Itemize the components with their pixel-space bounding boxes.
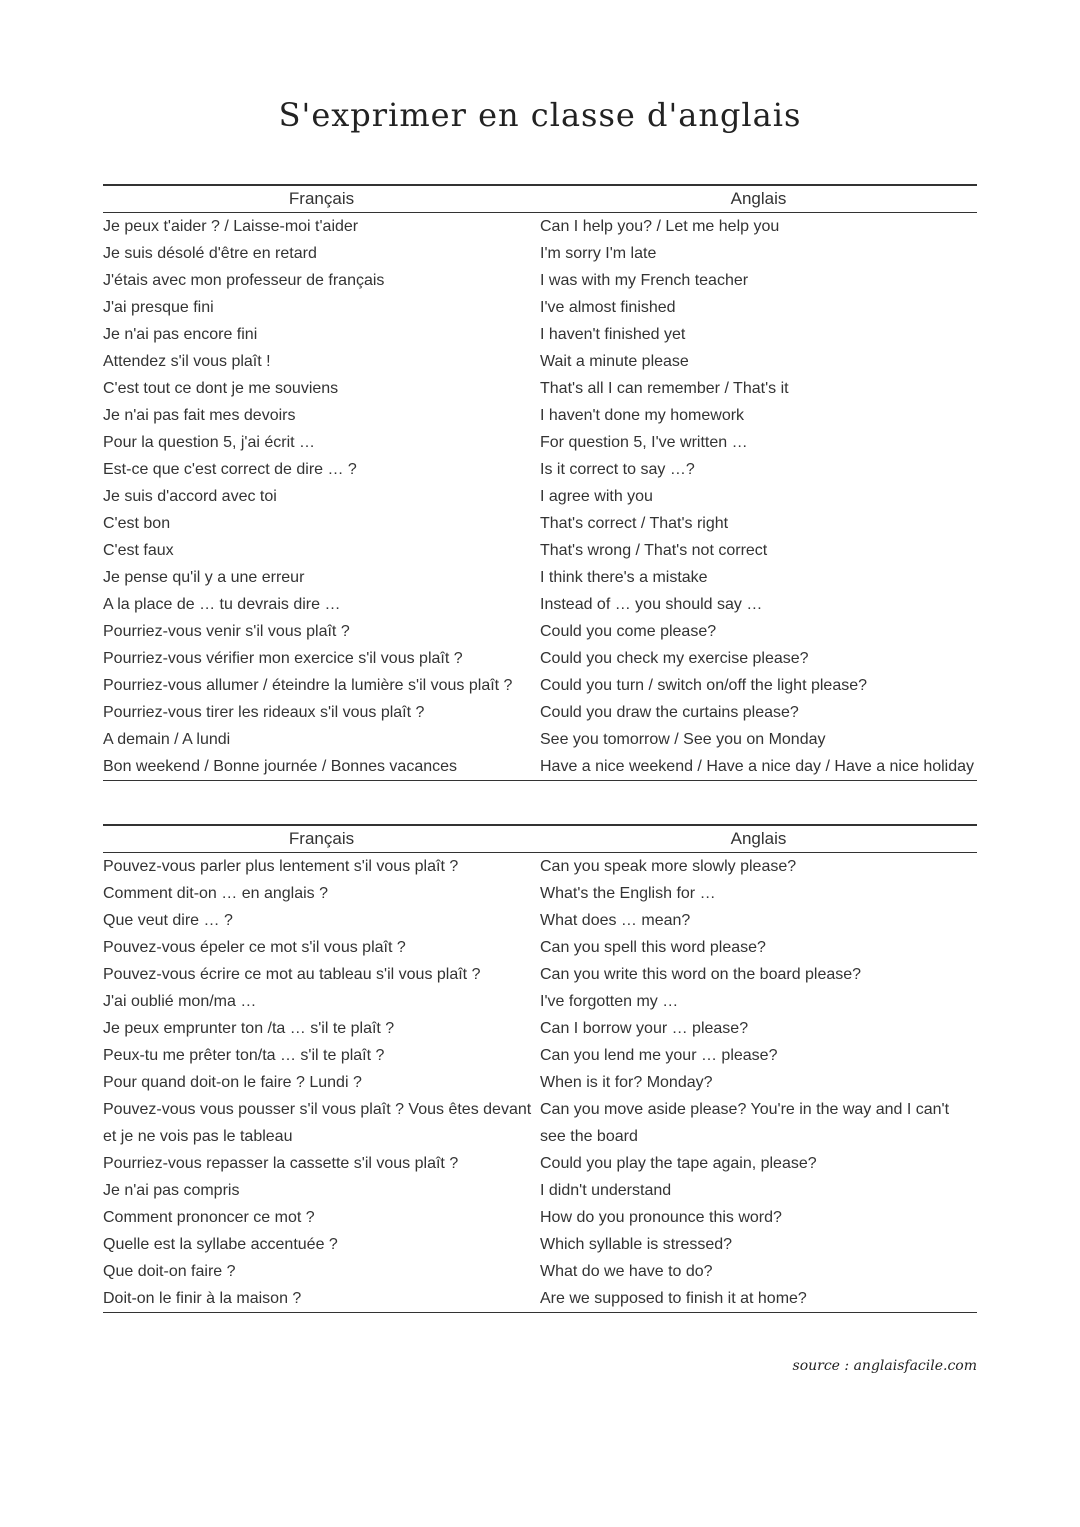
french-phrase: Je suis désolé d'être en retard	[103, 245, 317, 262]
table-row	[103, 1231, 977, 1258]
table-row	[103, 672, 977, 699]
french-phrase: Pourriez-vous repasser la cassette s'il vous plaît ?	[103, 1155, 459, 1172]
english-phrase: What do we have to do?	[540, 1263, 713, 1280]
english-phrase: I think there's a mistake	[540, 569, 708, 586]
english-phrase: Wait a minute please	[540, 353, 689, 370]
english-phrase: I haven't done my homework	[540, 407, 745, 424]
table-row	[103, 961, 977, 988]
page-title: S'exprimer en classe d'anglais	[278, 96, 802, 134]
french-phrase: Pouvez-vous parler plus lentement s'il vous plaît ?	[103, 858, 459, 875]
english-phrase: Have a nice weekend / Have a nice day / Have a nice holiday	[540, 753, 977, 781]
table-row	[103, 1177, 977, 1204]
table-row	[103, 375, 977, 402]
french-phrase: Pour quand doit-on le faire ? Lundi ?	[103, 1074, 362, 1091]
english-phrase: Can you write this word on the board please?	[540, 966, 862, 983]
english-phrase: That's all I can remember / That's it	[540, 380, 789, 397]
table-row	[103, 294, 977, 321]
french-phrase: Pouvez-vous écrire ce mot au tableau s'il vous plaît ?	[103, 966, 481, 983]
english-phrase: For question 5, I've written …	[540, 434, 748, 451]
table-row	[103, 645, 977, 672]
english-phrase: Can you lend me your … please?	[540, 1047, 778, 1064]
table-row	[103, 988, 977, 1015]
english-phrase: I'm sorry I'm late	[540, 245, 657, 262]
french-phrase: Doit-on le finir à la maison ?	[103, 1285, 540, 1313]
english-phrase: Could you draw the curtains please?	[540, 704, 799, 721]
english-phrase: How do you pronounce this word?	[540, 1209, 782, 1226]
french-phrase: Je pense qu'il y a une erreur	[103, 569, 305, 586]
table-row	[103, 510, 977, 537]
table-row	[103, 456, 977, 483]
english-phrase: Could you check my exercise please?	[540, 650, 809, 667]
table-row	[103, 753, 977, 781]
french-phrase: Je suis d'accord avec toi	[103, 488, 277, 505]
column-header-french: Français	[103, 825, 540, 853]
french-phrase: A demain / A lundi	[103, 731, 231, 748]
table-row	[103, 402, 977, 429]
table-row	[103, 1258, 977, 1285]
table-row	[103, 564, 977, 591]
english-phrase: Instead of … you should say …	[540, 596, 763, 613]
table-row	[103, 726, 977, 753]
table-row	[103, 907, 977, 934]
french-phrase: Pourriez-vous venir s'il vous plaît ?	[103, 623, 350, 640]
french-phrase: J'ai oublié mon/ma …	[103, 993, 257, 1010]
english-phrase: Can I borrow your … please?	[540, 1020, 749, 1037]
english-phrase: Which syllable is stressed?	[540, 1236, 733, 1253]
table-row	[103, 618, 977, 645]
table-row	[103, 537, 977, 564]
english-phrase: See you tomorrow / See you on Monday	[540, 731, 826, 748]
french-phrase: Pourriez-vous vérifier mon exercice s'il vous plaît ?	[103, 650, 463, 667]
table-row	[103, 1204, 977, 1231]
table-row	[103, 1015, 977, 1042]
table-row	[103, 213, 977, 241]
table-row	[103, 483, 977, 510]
french-phrase: C'est tout ce dont je me souviens	[103, 380, 339, 397]
english-phrase: What does … mean?	[540, 912, 691, 929]
french-phrase: J'étais avec mon professeur de français	[103, 272, 385, 289]
english-phrase: That's wrong / That's not correct	[540, 542, 768, 559]
french-phrase: Je n'ai pas encore fini	[103, 326, 258, 343]
english-phrase: I haven't finished yet	[540, 326, 686, 343]
table-row	[103, 348, 977, 375]
table-header-row	[103, 825, 977, 853]
french-phrase: Comment dit-on … en anglais ?	[103, 885, 328, 902]
table-row	[103, 934, 977, 961]
french-phrase: Comment prononcer ce mot ?	[103, 1209, 315, 1226]
column-header-english: Anglais	[540, 185, 977, 213]
english-phrase: I've forgotten my …	[540, 993, 679, 1010]
english-phrase: I've almost finished	[540, 299, 676, 316]
english-phrase: Can you spell this word please?	[540, 939, 766, 956]
french-phrase: Pourriez-vous tirer les rideaux s'il vous plaît ?	[103, 704, 425, 721]
table-row	[103, 853, 977, 881]
english-phrase: Could you turn / switch on/off the light please?	[540, 677, 868, 694]
table-row	[103, 240, 977, 267]
french-phrase: J'ai presque fini	[103, 299, 214, 316]
table-row	[103, 1150, 977, 1177]
french-phrase: Est-ce que c'est correct de dire … ?	[103, 461, 357, 478]
english-phrase: I agree with you	[540, 488, 653, 505]
french-phrase: Peux-tu me prêter ton/ta … s'il te plaît ?	[103, 1047, 385, 1064]
table-header-row	[103, 185, 977, 213]
english-phrase: That's correct / That's right	[540, 515, 729, 532]
french-phrase: Quelle est la syllabe accentuée ?	[103, 1236, 338, 1253]
french-phrase: C'est bon	[103, 515, 171, 532]
table-row	[103, 1285, 977, 1313]
table-row	[103, 1096, 977, 1150]
table-row	[103, 429, 977, 456]
french-phrase: Bon weekend / Bonne journée / Bonnes vacances	[103, 753, 540, 781]
english-phrase: When is it for? Monday?	[540, 1074, 713, 1091]
english-phrase: Are we supposed to finish it at home?	[540, 1285, 977, 1313]
phrase-table-2	[103, 824, 977, 1313]
source-credit: source : anglaisfacile.com	[792, 1358, 977, 1374]
english-phrase: I was with my French teacher	[540, 272, 749, 289]
english-phrase: Can you speak more slowly please?	[540, 858, 797, 875]
table-row	[103, 1069, 977, 1096]
french-phrase: A la place de … tu devrais dire …	[103, 596, 341, 613]
column-header-french: Français	[103, 185, 540, 213]
table-row	[103, 591, 977, 618]
table-row	[103, 267, 977, 294]
french-phrase: Je n'ai pas compris	[103, 1182, 240, 1199]
table-row	[103, 321, 977, 348]
french-phrase: Que veut dire … ?	[103, 912, 233, 929]
french-phrase: Je peux emprunter ton /ta … s'il te plaît ?	[103, 1020, 395, 1037]
french-phrase: Pourriez-vous allumer / éteindre la lumière s'il vous plaît ?	[103, 677, 513, 694]
english-phrase: Can you move aside please? You're in the way and I can't see the board	[540, 1101, 950, 1145]
french-phrase: C'est faux	[103, 542, 174, 559]
english-phrase: Could you come please?	[540, 623, 717, 640]
table-row	[103, 699, 977, 726]
english-phrase: What's the English for …	[540, 885, 716, 902]
english-phrase: Is it correct to say …?	[540, 461, 695, 478]
french-phrase: Je peux t'aider ? / Laisse-moi t'aider	[103, 218, 359, 235]
english-phrase: Could you play the tape again, please?	[540, 1155, 817, 1172]
table-row	[103, 1042, 977, 1069]
french-phrase: Je n'ai pas fait mes devoirs	[103, 407, 296, 424]
french-phrase: Pouvez-vous épeler ce mot s'il vous plaît ?	[103, 939, 406, 956]
column-header-english: Anglais	[540, 825, 977, 853]
french-phrase: Pour la question 5, j'ai écrit …	[103, 434, 316, 451]
english-phrase: Can I help you? / Let me help you	[540, 218, 780, 235]
phrase-table-1	[103, 184, 977, 781]
english-phrase: I didn't understand	[540, 1182, 672, 1199]
french-phrase: Que doit-on faire ?	[103, 1263, 236, 1280]
french-phrase: Attendez s'il vous plaît !	[103, 353, 271, 370]
table-row	[103, 880, 977, 907]
french-phrase: Pouvez-vous vous pousser s'il vous plaît ? Vous êtes devant et je ne vois pas le tableau	[103, 1101, 532, 1145]
